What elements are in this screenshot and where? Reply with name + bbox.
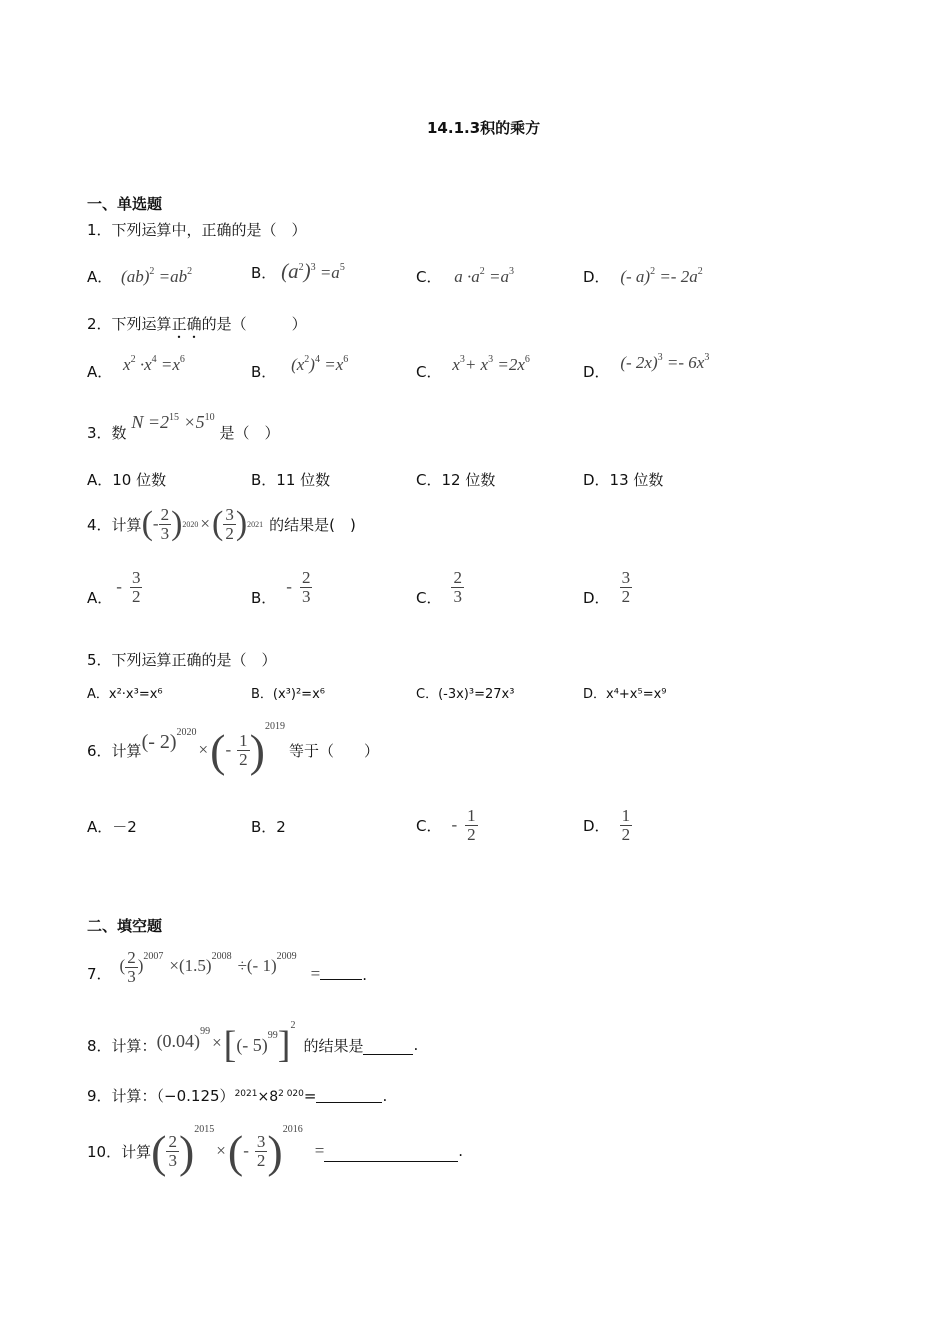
q1-option-b[interactable]: B． $(a^2)^3 =a^5$ <box>251 259 345 283</box>
q6-option-b[interactable]: B．2 <box>251 818 286 836</box>
q3-option-b[interactable]: B．11 位数 <box>251 471 331 489</box>
question-6: 6． 计算 (- 2) 2020 × ( - $\frac{1}{2}$ ) 2019 等于（ ） <box>87 720 379 776</box>
q2-option-c[interactable]: C． $x^3+ x^3 =2x^6$ <box>416 354 530 381</box>
answer-blank[interactable] <box>363 1040 413 1055</box>
q6-option-a[interactable]: A．－2 <box>87 818 137 836</box>
q2-option-d[interactable]: D． (- $2x)^3 =- 6x^3$ <box>583 352 710 381</box>
q2-option-a[interactable]: A． $x^2 \cdot x^4 =x^6$ <box>87 354 185 381</box>
q5-option-a[interactable]: A．x²·x³=x⁶ <box>87 687 163 702</box>
q1-option-a[interactable]: A． $(ab)^2 =ab^2$ <box>87 266 193 286</box>
answer-blank[interactable] <box>324 1147 458 1162</box>
q1-option-c[interactable]: C． $a \cdot a^2 =a^3$ <box>416 266 514 286</box>
q5-option-c[interactable]: C．(-3x)³=27x³ <box>416 687 515 702</box>
q4-option-b[interactable]: B． - $\frac{2}{3}$ <box>251 567 311 607</box>
q3-option-c[interactable]: C．12 位数 <box>416 471 496 489</box>
page-title: 14.1.3积的乘方 <box>427 119 541 137</box>
question-9: 9．计算：$(-0.125)^{2021}\times 8^{2 020}=$ . <box>87 1087 388 1105</box>
section-heading-fill-blank: 二、填空题 <box>87 917 163 935</box>
question-3: 3．数 $N =2^{15} \times 5^{10}$ 是（ ） <box>87 412 280 442</box>
q4-option-d[interactable]: D． $\frac{3}{2}$ <box>583 567 631 607</box>
q6-option-d[interactable]: D． $\frac{1}{2}$ <box>583 805 631 844</box>
question-2: 2．下列运算正确的是（ ） <box>87 315 307 333</box>
q3-option-a[interactable]: A．10 位数 <box>87 471 167 489</box>
q5-option-d[interactable]: D．x⁴+x⁵=x⁹ <box>583 687 667 702</box>
question-8: 8． 计算： (0.04) 99 × [ (- 5) 99 ] 2 的结果是 . <box>87 1019 419 1066</box>
q3-option-d[interactable]: D．13 位数 <box>583 471 664 489</box>
q1-option-d[interactable]: D． (- $a)^2 =- 2a^2$ <box>583 266 703 286</box>
q2-option-b[interactable]: B． $(x^2)^4 =x^6$ <box>251 354 349 381</box>
question-text: 下列运算中，正确的是（ ） <box>111 221 307 239</box>
q5-option-b[interactable]: B．(x³)²=x⁶ <box>251 687 325 702</box>
question-1 <box>87 219 307 240</box>
answer-blank[interactable] <box>316 1088 382 1103</box>
question-10: 10． 计算 ( $\frac{2}{3}$ ) 2015 × ( - $\frac{3}{2}$ ) 2016 = . <box>87 1123 464 1177</box>
question-number: 1． <box>87 221 112 239</box>
q4-option-a[interactable]: A． - $\frac{3}{2}$ <box>87 567 141 607</box>
section-heading-single-choice: 一、单选题 <box>87 195 163 213</box>
q4-option-c[interactable]: C． $\frac{2}{3}$ <box>416 567 462 607</box>
question-5: 5．下列运算正确的是（ ） <box>87 651 277 669</box>
q6-option-c[interactable]: C． - $\frac{1}{2}$ <box>416 805 476 844</box>
question-7: 7． ( $\frac{2}{3}$ ) 2007 ×(1.5) 2008 ÷(- 1) 2009 = . <box>87 948 368 987</box>
question-4: 4． 计算 ( - $\frac{2}{3}$ ) 2020 × ( $\frac{3}{2}$ ) 2021 的结果是( ) <box>87 504 356 543</box>
answer-blank[interactable] <box>320 965 362 980</box>
